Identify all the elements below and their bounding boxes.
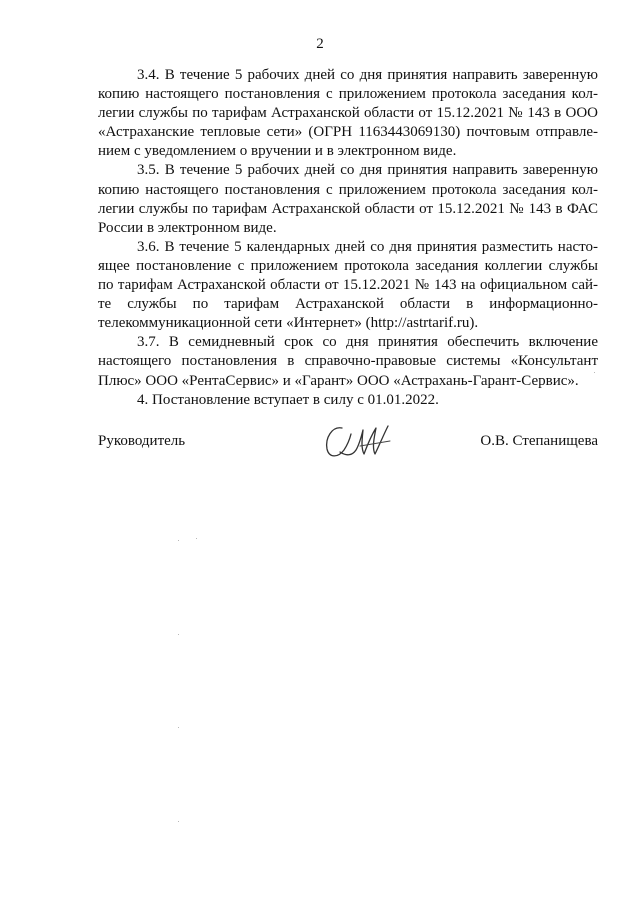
page-number: 2 <box>316 36 324 52</box>
paragraph-3-4: 3.4. В течение 5 рабочих дней со дня принятия направить заверенную копию настоящего постановления с приложением протокола заседания коллегии службы по тарифам Астраханской области от 15.12.2021 № 143 в ООО «Астраханские тепловые сети» (ОГРН 1163443069130) почтовым отправлением с уведомлением о вручении и в электронном виде. <box>98 67 598 160</box>
paragraph-4: 4. Постановление вступает в силу с 01.01.2022. <box>137 391 439 408</box>
scan-speck <box>196 538 197 539</box>
paragraph-3-5: 3.5. В течение 5 рабочих дней со дня принятия направить заверенную копию настоящего постановления с приложением протокола заседания коллегии службы по тарифам Астраханской области от 15.12.2021 № 143 в ФАС России в электронном виде. <box>98 162 598 236</box>
signature-icon <box>320 416 398 466</box>
signatory-name: О.В. Степанищева <box>480 433 598 449</box>
scan-speck <box>178 634 179 635</box>
paragraph-3-6: 3.6. В течение 5 календарных дней со дня принятия разместить настоящее постановление с приложением протокола заседания коллегии службы по тарифам Астраханской области от 15.12.2021 № 143 на официальном сайте службы по тарифам Астраханской области в информационно-телекоммуникационной сети «Интернет» (http://astrtarif.ru). <box>98 238 598 332</box>
signature-block <box>98 430 598 470</box>
scan-speck <box>178 540 179 541</box>
paragraph-3-7: 3.7. В семидневный срок со дня принятия обеспечить включение настоящего постановления в справочно-правовые системы «Консультант Плюс» ООО «РентаСервис» и «Гарант» ООО «Астрахань-Гарант-Сервис». <box>98 334 598 389</box>
signatory-position: Руководитель <box>98 433 186 449</box>
scan-speck <box>594 372 595 373</box>
scan-speck <box>178 727 179 728</box>
scan-speck <box>178 821 179 822</box>
document-body <box>98 66 598 410</box>
